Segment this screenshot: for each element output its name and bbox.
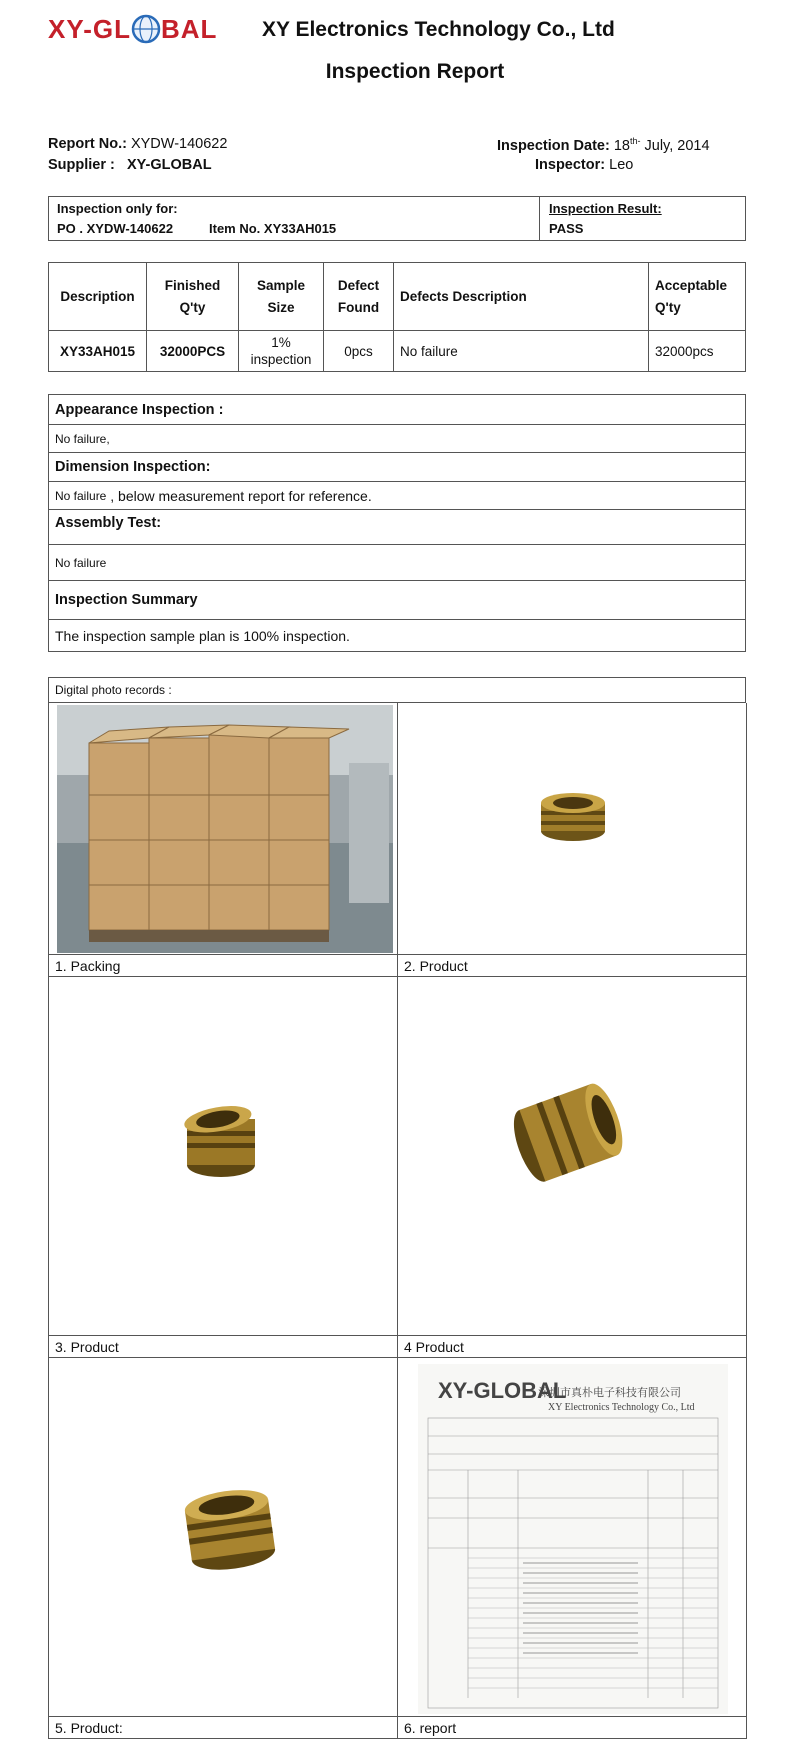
inspection-table — [48, 262, 746, 372]
appearance-body: No failure, — [48, 424, 746, 452]
item-number: Item No. XY33AH015 — [209, 221, 337, 236]
table-header-row — [49, 263, 746, 331]
photo-product-2 — [398, 703, 747, 977]
svg-text:BAL: BAL — [161, 14, 218, 44]
inspection-result-label: Inspection Result: — [549, 201, 662, 216]
photo-product-3 — [49, 977, 398, 1358]
report-number-label: Report No.: — [48, 136, 127, 152]
caption-product-2: 2. Product — [398, 954, 746, 976]
xy-global-logo — [48, 10, 248, 50]
caption-product-4: 4 Product — [398, 1335, 746, 1357]
dimension-body-note: , below measurement report for reference. — [106, 487, 372, 504]
report-thumbnail-en-company: XY Electronics Technology Co., Ltd — [548, 1402, 695, 1413]
header-acceptable-qty: Acceptable Q'ty — [649, 263, 746, 331]
summary-title: Inspection Summary — [48, 580, 746, 619]
report-number — [48, 136, 227, 152]
inspection-date-suffix: th- — [629, 136, 641, 146]
inspector-value: Leo — [609, 157, 634, 173]
caption-product-5: 5. Product: — [49, 1716, 397, 1738]
product-image-5 — [49, 1358, 398, 1716]
caption-product-3: 3. Product — [49, 1335, 397, 1357]
summary-body: The inspection sample plan is 100% inspection. — [48, 619, 746, 652]
inspector-label: Inspector: — [535, 157, 606, 173]
report-thumbnail-logo: XY-GLOBAL — [438, 1378, 567, 1403]
inspection-scope-box — [48, 196, 746, 241]
report-thumbnail-cn-company: 深圳市真朴电子科技有限公司 — [538, 1386, 681, 1399]
cell-defect-found: 0pcs — [324, 331, 394, 372]
photo-report — [398, 1358, 747, 1739]
cell-defects-description: No failure — [394, 331, 649, 372]
cell-acceptable-qty: 32000pcs — [649, 331, 746, 372]
caption-packing: 1. Packing — [49, 954, 397, 976]
header-description: Description — [49, 263, 147, 331]
photo-packing — [49, 703, 398, 977]
header-sample-size: Sample Size — [239, 263, 324, 331]
table-row — [49, 331, 746, 372]
inspector — [535, 157, 633, 173]
header-finished-qty: Finished Q'ty — [147, 263, 239, 331]
photo-product-5 — [49, 1358, 398, 1739]
company-name: XY Electronics Technology Co., Ltd — [262, 18, 615, 41]
dimension-title: Dimension Inspection: — [48, 452, 746, 481]
inspection-result: PASS — [549, 221, 584, 236]
cell-finished-qty: 32000PCS — [147, 331, 239, 372]
product-image-2 — [398, 703, 747, 954]
inspection-date — [497, 136, 710, 154]
svg-text:XY-GL: XY-GL — [48, 14, 132, 44]
header-defects-description: Defects Description — [394, 263, 649, 331]
photo-records — [48, 677, 746, 1739]
supplier-label: Supplier : — [48, 157, 115, 173]
cell-description: XY33AH015 — [49, 331, 147, 372]
packing-image — [49, 703, 398, 954]
po-number: PO . XYDW-140622 — [57, 221, 174, 236]
inspection-sections — [48, 394, 746, 652]
supplier — [48, 157, 212, 173]
photo-records-heading: Digital photo records : — [48, 677, 746, 703]
header-defect-found: Defect Found — [324, 263, 394, 331]
product-image-3 — [49, 977, 398, 1335]
supplier-value: XY-GLOBAL — [126, 157, 212, 173]
assembly-title: Assembly Test: — [48, 509, 746, 544]
inspection-date-label: Inspection Date: — [497, 137, 610, 154]
assembly-body: No failure — [48, 544, 746, 580]
dimension-body-status: No failure — [55, 488, 107, 503]
page-title: Inspection Report — [325, 60, 505, 83]
inspection-scope-label: Inspection only for: — [57, 201, 178, 216]
cell-sample-size: 1% inspection — [239, 331, 324, 372]
inspection-date-day: 18 — [613, 137, 630, 154]
report-number-value: XYDW-140622 — [130, 136, 228, 152]
photo-product-4 — [398, 977, 747, 1358]
appearance-title: Appearance Inspection : — [48, 394, 746, 424]
caption-report: 6. report — [398, 1716, 746, 1738]
dimension-body — [48, 481, 746, 509]
inspection-date-rest: July, 2014 — [644, 137, 710, 154]
report-thumbnail — [398, 1358, 747, 1716]
product-image-4 — [398, 977, 747, 1335]
